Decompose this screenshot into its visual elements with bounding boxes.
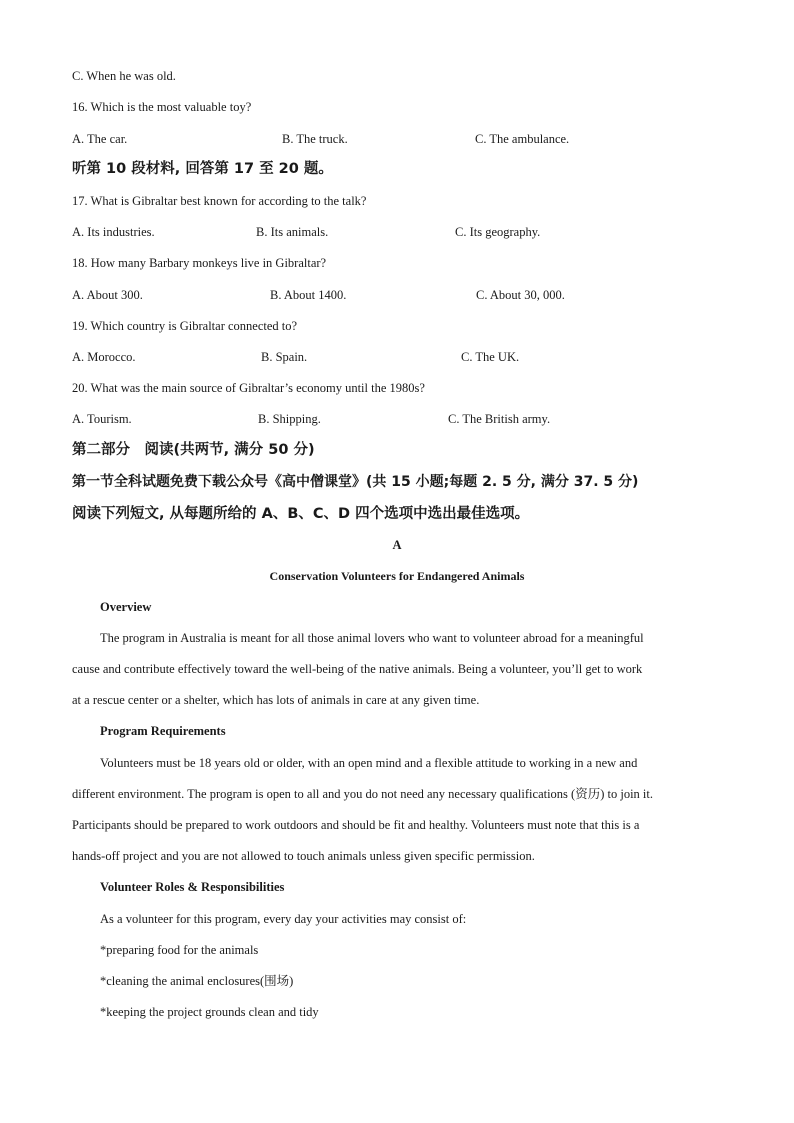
q20-option-a: A. Tourism. <box>72 412 132 426</box>
overview-line-1: The program in Australia is meant for all those animal lovers who want to volunteer abroad for a meaningful <box>100 631 644 645</box>
roles-item-3: *keeping the project grounds clean and tidy <box>100 1005 319 1019</box>
requirements-line-3: Participants should be prepared to work outdoors and should be fit and healthy. Volunteers must note that this is a <box>72 818 640 832</box>
requirements-line-4: hands-off project and you are not allowed to touch animals unless given specific permission. <box>72 849 535 863</box>
q16-option-b: B. The truck. <box>282 132 348 146</box>
q16-question: 16. Which is the most valuable toy? <box>72 100 252 114</box>
passage-letter: A <box>392 538 402 552</box>
q19-question: 19. Which country is Gibraltar connected to? <box>72 319 298 333</box>
q18-option-b: B. About 1400. <box>270 288 347 302</box>
q18-question: 18. How many Barbary monkeys live in Gibraltar? <box>72 256 327 270</box>
q20-option-b: B. Shipping. <box>258 412 321 426</box>
section-one-heading: 第一节全科试题免费下载公众号《高中僧课堂》(共 15 小题;每题 2. 5 分, 满分 37. 5 分) <box>72 474 639 490</box>
roles-heading: Volunteer Roles & Responsibilities <box>100 880 285 894</box>
q19-option-a: A. Morocco. <box>72 350 136 364</box>
overview-line-3: at a rescue center or a shelter, which has lots of animals in care at any given time. <box>72 693 480 707</box>
q17-option-c: C. Its geography. <box>455 225 541 239</box>
q17-question: 17. What is Gibraltar best known for according to the talk? <box>72 194 367 208</box>
q16-option-a: A. The car. <box>72 132 128 146</box>
q20-option-c: C. The British army. <box>448 412 551 426</box>
q19-option-c: C. The UK. <box>461 350 520 364</box>
q18-option-a: A. About 300. <box>72 288 143 302</box>
overview-heading: Overview <box>100 600 152 614</box>
part-two-heading: 第二部分 阅读(共两节, 满分 50 分) <box>72 442 315 458</box>
section10-heading: 听第 10 段材料, 回答第 17 至 20 题。 <box>72 161 333 177</box>
q17-option-a: A. Its industries. <box>72 225 155 239</box>
requirements-line-2: different environment. The program is open to all and you do not need any necessary qualifications (资历) to join it. <box>72 787 653 801</box>
q19-option-b: B. Spain. <box>261 350 308 364</box>
q20-question: 20. What was the main source of Gibraltar’s economy until the 1980s? <box>72 381 425 395</box>
q15-option-c: C. When he was old. <box>72 69 176 83</box>
reading-instruction: 阅读下列短文, 从每题所给的 A、B、C、D 四个选项中选出最佳选项。 <box>72 506 530 522</box>
q16-option-c: C. The ambulance. <box>475 132 570 146</box>
requirements-line-1: Volunteers must be 18 years old or older, with an open mind and a flexible attitude to working in a new and <box>100 756 638 770</box>
roles-intro: As a volunteer for this program, every day your activities may consist of: <box>100 912 467 926</box>
requirements-heading: Program Requirements <box>100 724 226 738</box>
roles-item-1: *preparing food for the animals <box>100 943 259 957</box>
roles-item-2: *cleaning the animal enclosures(围场) <box>100 974 294 988</box>
q18-option-c: C. About 30, 000. <box>476 288 565 302</box>
q17-option-b: B. Its animals. <box>256 225 329 239</box>
passage-title: Conservation Volunteers for Endangered Animals <box>269 569 525 583</box>
overview-line-2: cause and contribute effectively toward the well-being of the native animals. Being a volunteer, you’ll get to work <box>72 662 643 676</box>
